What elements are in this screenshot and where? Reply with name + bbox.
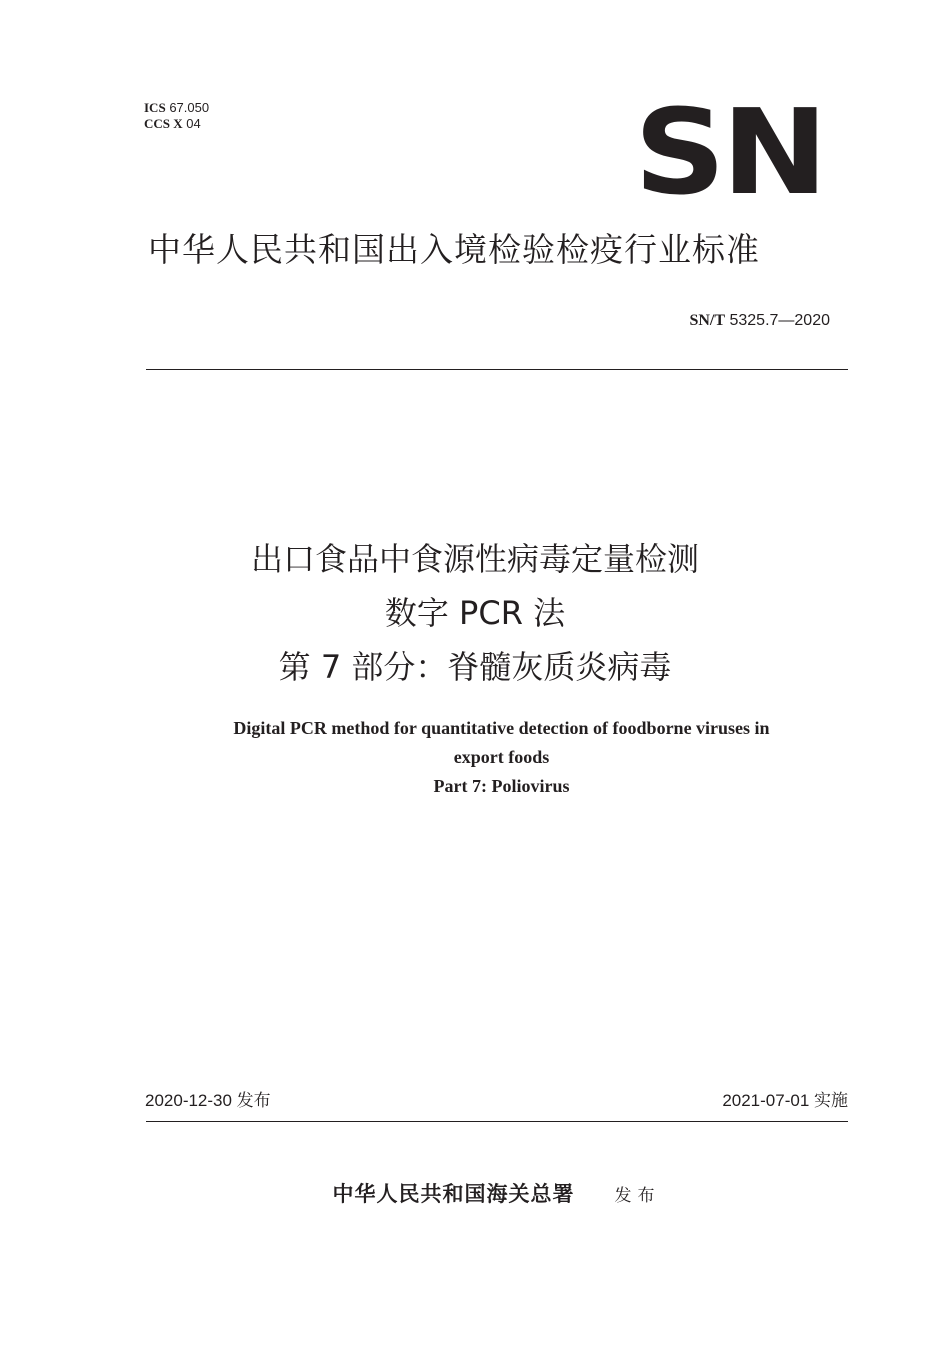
chinese-title-line-3: 第 7 部分：脊髓灰质炎病毒	[278, 648, 672, 686]
sn-logo: SN	[634, 83, 824, 221]
standard-category: 中华人民共和国出入境检验检疫行业标准	[148, 230, 760, 269]
classification-codes	[144, 100, 209, 132]
ccs-code: CCS X 04	[144, 116, 201, 131]
issue-date: 2020-12-30 发布	[145, 1091, 271, 1110]
chinese-title	[0, 532, 950, 694]
top-divider	[146, 369, 848, 370]
chinese-title-line-2: 数字 PCR 法	[384, 594, 566, 632]
standard-number: SN/T 5325.7—2020	[689, 312, 830, 329]
publisher-action: 发布	[614, 1186, 661, 1206]
english-title-line-2: export foods	[453, 747, 550, 767]
english-title	[0, 714, 950, 801]
english-title-line-3: Part 7: Poliovirus	[433, 776, 570, 796]
ics-code: ICS 67.050	[144, 100, 210, 115]
implementation-date: 2021-07-01 实施	[722, 1091, 848, 1110]
chinese-title-line-1: 出口食品中食源性病毒定量检测	[250, 540, 699, 578]
publisher-name: 中华人民共和国海关总署	[332, 1181, 575, 1206]
publisher	[0, 1180, 950, 1210]
bottom-divider	[146, 1121, 848, 1122]
english-title-line-1: Digital PCR method for quantitative detection of foodborne viruses in	[233, 718, 770, 738]
